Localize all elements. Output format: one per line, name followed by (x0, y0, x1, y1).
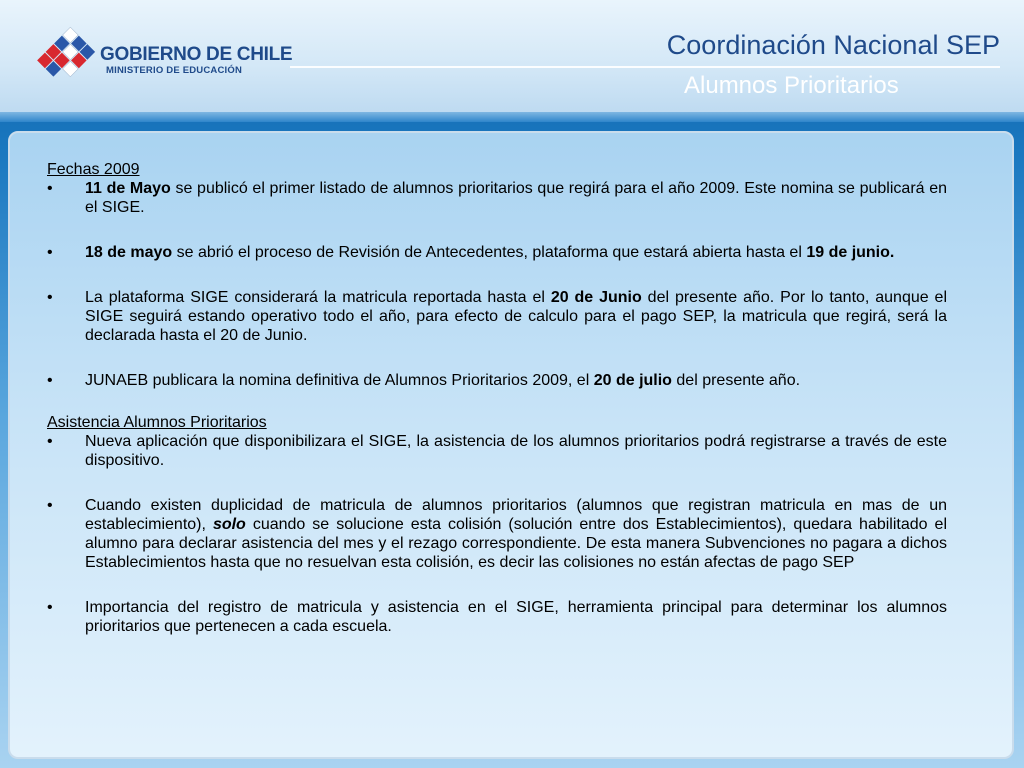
header-divider (290, 66, 1000, 68)
page-title: Coordinación Nacional SEP (666, 30, 1000, 60)
gobierno-de-chile-logo-icon (28, 26, 100, 92)
list-item: • 11 de Mayo se publicó el primer listado de alumnos prioritarios que regirá para el año 2009. Este nomina se publicará en el SIGE. (47, 180, 948, 216)
slide-body (47, 160, 947, 636)
page-subtitle: Alumnos Prioritarios (684, 72, 899, 99)
header-band (0, 112, 1024, 122)
list-item: • Cuando existen duplicidad de matricula de alumnos prioritarios (alumnos que registran matricula en mas de un establecimiento), solo cuando se solucione esta colisión (solución entre dos Establecimientos), quedara habilitado el alumno para declarar asistencia del mes y el rezago correspondiente. De esta manera Subvenciones no pagara a dichos Establecimientos hasta que no resuelvan esta colisión, es decir las colisiones no están afectas de pago SEP (47, 497, 948, 571)
list-item: • 18 de mayo se abrió el proceso de Revisión de Antecedentes, plataforma que estará abierta hasta el 19 de junio. (47, 244, 895, 261)
list-item: • JUNAEB publicara la nomina definitiva de Alumnos Prioritarios 2009, el 20 de julio del presente año. (47, 372, 801, 389)
org-subtitle: MINISTERIO DE EDUCACIÓN (106, 65, 243, 76)
list-item: • La plataforma SIGE considerará la matricula reportada hasta el 20 de Junio del presente año. Por lo tanto, aunque el SIGE seguirá estando operativo todo el año, para efecto de calculo para el pago SEP, la matricula que regirá, será la declarada hasta el 20 de Junio. (47, 289, 948, 344)
section-title-asistencia: Asistencia Alumnos Prioritarios (47, 414, 267, 431)
list-item: • Importancia del registro de matricula y asistencia en el SIGE, herramienta principal para determinar los alumnos prioritarios que pertenecen a cada escuela. (47, 599, 947, 635)
section-title-fechas: Fechas 2009 (47, 161, 140, 178)
list-item: • Nueva aplicación que disponibilizara el SIGE, la asistencia de los alumnos prioritarios podrá registrarse a través de este dispositivo. (47, 433, 947, 469)
header-banner (0, 0, 1024, 118)
org-title: GOBIERNO DE CHILE (100, 44, 293, 65)
